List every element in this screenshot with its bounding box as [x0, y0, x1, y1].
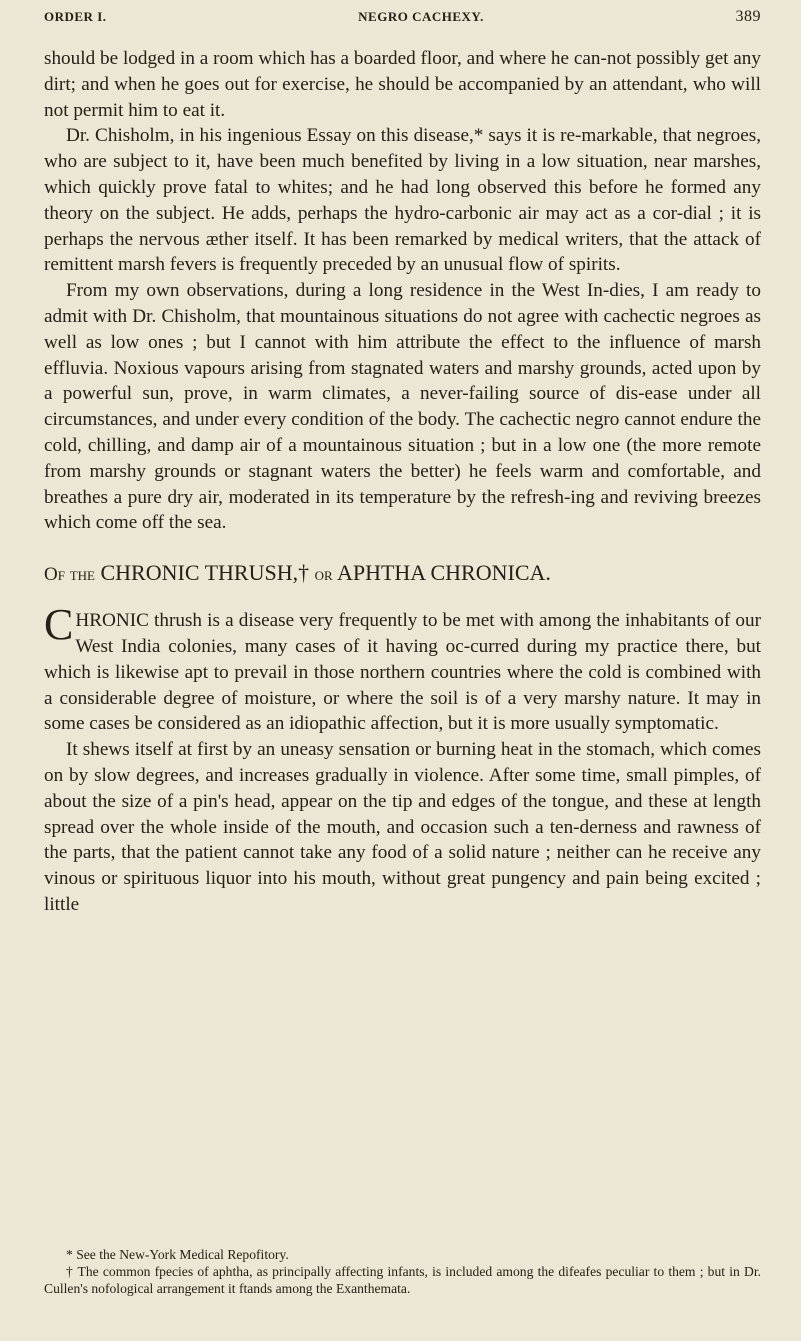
- footnote-dagger: † The common fpecies of aphtha, as principally affecting infants, is included among the difeafes peculiar to them ; but in Dr. Cullen's nofological arrangement it ftands among the Exanthemata.: [44, 1264, 761, 1296]
- running-head-title: NEGRO CACHEXY.: [358, 9, 484, 24]
- paragraph-continued: should be lodged in a room which has a boarded floor, and where he can-not possibly get any dirt; and when he goes out for exercise, he should be accompanied by an attendant, who will not permit him to eat it.: [44, 48, 761, 121]
- footnote-star: * See the New-York Medical Repofitory.: [66, 1247, 289, 1262]
- section-prefix: Of the: [44, 564, 95, 586]
- paragraph-thrush-intro: [44, 600, 761, 737]
- running-head-left: ORDER I.: [44, 9, 107, 24]
- drop-cap: C: [44, 600, 74, 650]
- running-head: [44, 0, 761, 38]
- section-subtitle: APHTHA CHRONICA.: [336, 560, 551, 586]
- lead-word: HRONIC: [75, 610, 149, 632]
- footnotes: [44, 1246, 761, 1297]
- paragraph-symptoms: It shews itself at first by an uneasy sensation or burning heat in the stomach, which comes on by slow degrees, and increases gradually in violence. After some time, small pimples, of about the size of a pin's head, appear on the tip and edges of the tongue, and these at length spread over the whole inside of the mouth, and occasion such a ten-derness and rawness of the parts, that the patient cannot take any food of a solid nature ; neither can he receive any vinous or spirituous liquor into his mouth, without great pungency and pain being excited ; little: [44, 739, 761, 915]
- page-number: 389: [735, 8, 761, 25]
- paragraph-observations: From my own observations, during a long residence in the West In-dies, I am ready to admit with Dr. Chisholm, that mountainous situations do not agree with cachectic negroes as well as low ones ; but I cannot with him attribute the effect to the influence of marsh effluvia. Noxious vapours arising from stagnated waters and marshy grounds, acted upon by a powerful sun, prove, in warm climates, a never-failing source of dis-ease under all circumstances, and under every condition of the body. The cachectic negro cannot endure the cold, chilling, and damp air of a mountainous situation ; but in a low one (the more remote from marshy grounds or stagnant waters the better) he feels warm and comfortable, and breathes a pure dry air, moderated in its temperature by the refresh-ing and reviving breezes which come off the sea.: [44, 280, 761, 534]
- main-text: [44, 46, 761, 918]
- intro-text: thrush is a disease very frequently to be met with among the inhabitants of our West India colonies, many cases of it having oc-curred during my practice there, but which is likewise apt to prevail in those northern countries where the cold is combined with a considerable degree of moisture, or where the soil is of a very marshy nature. It may in some cases be considered as an idiopathic affection, but it is more usually symptomatic.: [44, 610, 761, 735]
- section-connector: or: [314, 564, 333, 586]
- section-title: CHRONIC THRUSH,†: [100, 560, 310, 586]
- paragraph-chisholm: Dr. Chisholm, in his ingenious Essay on this disease,* says it is re-markable, that negroes, who are subject to it, have been much benefited by living in a low situation, near marshes, which quickly prove fatal to whites; and he had long observed this before he formed any theory on the subject. He adds, perhaps the hydro-carbonic air may act as a cor-dial ; it is perhaps the nervous æther itself. It has been remarked by medical writers, that the attack of remittent marsh fevers is frequently preceded by an unusual flow of spirits.: [44, 125, 761, 276]
- section-heading: [44, 558, 761, 590]
